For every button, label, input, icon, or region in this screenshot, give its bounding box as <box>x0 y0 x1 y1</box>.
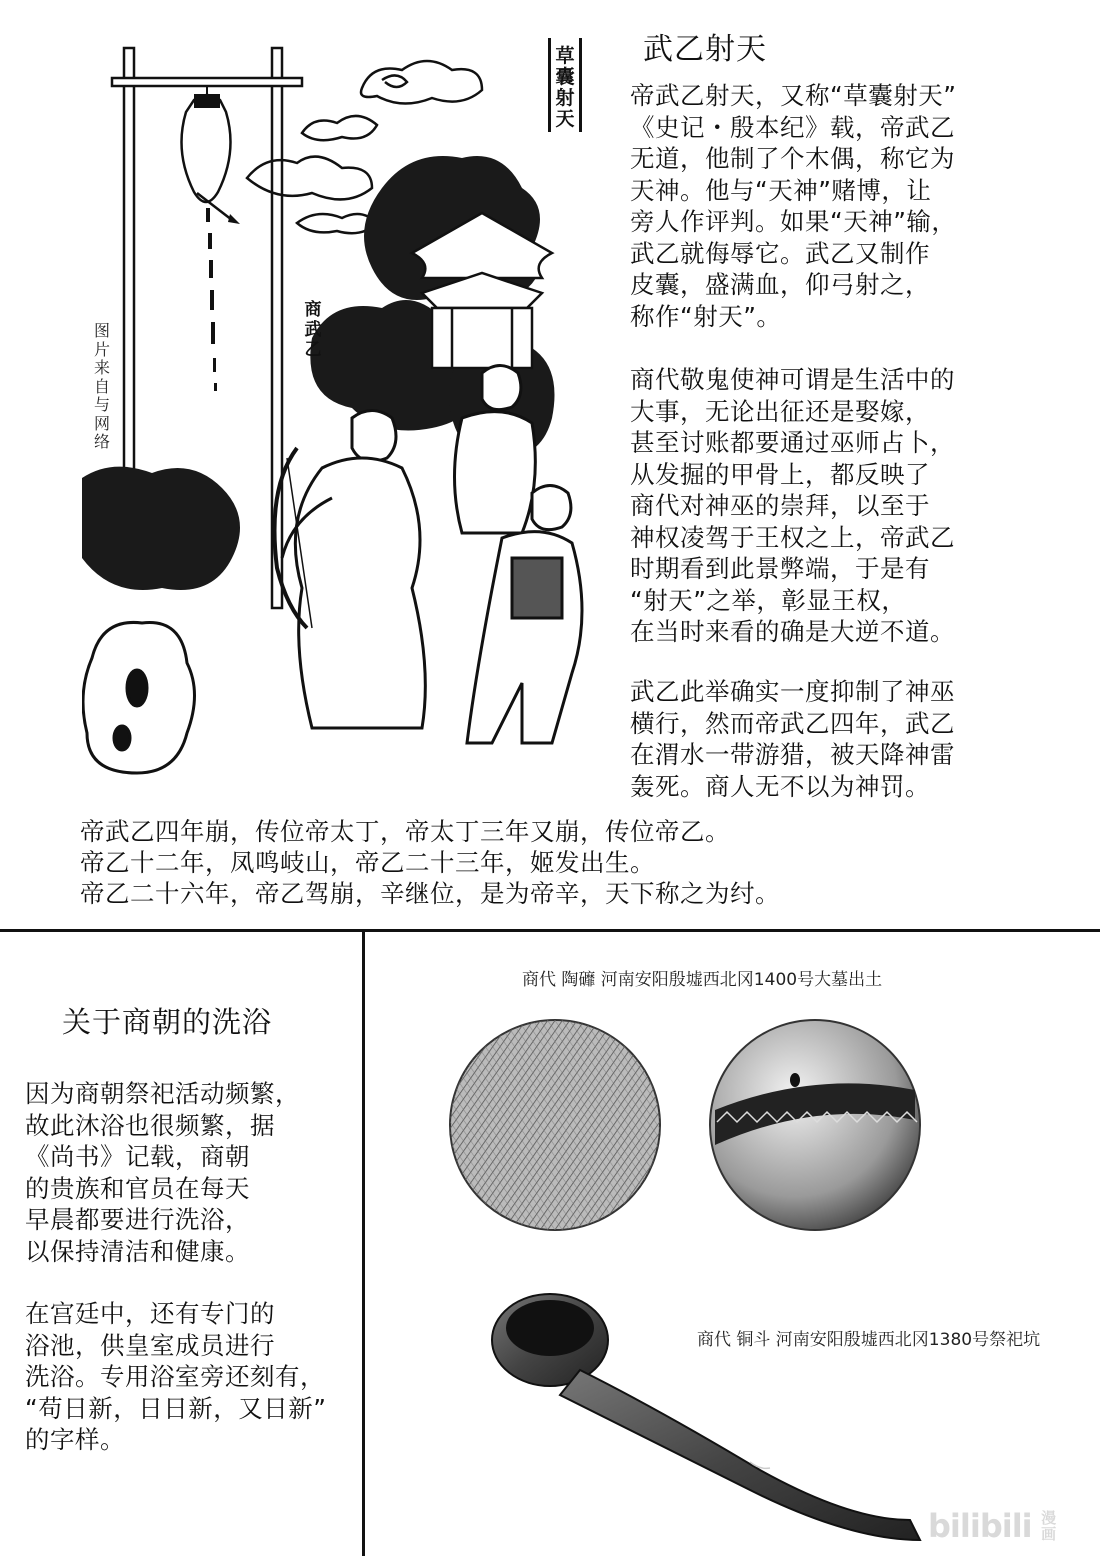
vertical-divider <box>362 930 365 1556</box>
watermark-side-text: 漫画 <box>1041 1509 1057 1543</box>
paragraph-bathing-2: 在宫廷中，还有专门的 浴池，供皇室成员进行 洗浴。专用浴室旁还刻有， “苟日新，日日新，又日新” 的字样。 <box>25 1299 327 1454</box>
horizontal-divider <box>0 929 1100 932</box>
figure-label: 商武乙 <box>304 300 322 360</box>
title-tag: 草囊射天 <box>555 45 575 130</box>
paragraph-wuyi-2: 商代敬鬼使神可谓是生活中的 大事，无论出征还是娶嫁， 甚至讨账都要通过巫师占卜， 从发掘的甲骨上，都反映了 商代对神巫的崇拜，以至于 神权凌驾于王权之上，帝武乙 时期看到此景弊端，于是有 “射天”之举，彰显王权， 在当时来看的确是大逆不道。 <box>630 365 955 646</box>
watermark-brand: bilibili <box>928 1507 1032 1545</box>
bilibili-watermark <box>928 1504 1068 1548</box>
paragraph-wuyi-1: 帝武乙射天，又称“草囊射天” 《史记・殷本纪》载，帝武乙 无道，他制了个木偶，称它为 天神。他与“天神”赌博，让 旁人作评判。如果“天神”输， 武乙就侮辱它。武乙又制作 皮囊，盛满血，仰弓射之， 称作“射天”。 <box>630 81 957 331</box>
image-credit: 图片来自与网络 <box>93 321 110 451</box>
section-title-wuyi: 武乙射天 <box>643 32 767 67</box>
section-title-bathing: 关于商朝的洗浴 <box>62 1005 273 1039</box>
caption-bronze-ladle: 商代 铜斗 河南安阳殷墟西北冈1380号祭祀坑 <box>697 1330 1041 1350</box>
artifact-drawings <box>430 1010 1050 1550</box>
succession-paragraph: 帝武乙四年崩，传位帝太丁，帝太丁三年又崩，传位帝乙。 帝乙十二年，凤鸣岐山，帝乙二十三年，姬发出生。 帝乙二十六年，帝乙驾崩，辛继位，是为帝辛，天下称之为纣。 <box>80 817 780 908</box>
shooting-heaven-illustration <box>82 38 592 776</box>
paragraph-bathing-1: 因为商朝祭祀活动频繁， 故此沐浴也很频繁，据 《尚书》记载，商朝 的贵族和官员在每天 早晨都要进行洗浴， 以保持清洁和健康。 <box>25 1079 300 1266</box>
paragraph-wuyi-3: 武乙此举确实一度抑制了神巫 横行，然而帝武乙四年，武乙 在渭水一带游猎，被天降神雷 轰死。商人无不以为神罚。 <box>630 677 955 801</box>
caption-pottery-scrubber: 商代 陶䃺 河南安阳殷墟西北冈1400号大墓出土 <box>522 970 883 990</box>
